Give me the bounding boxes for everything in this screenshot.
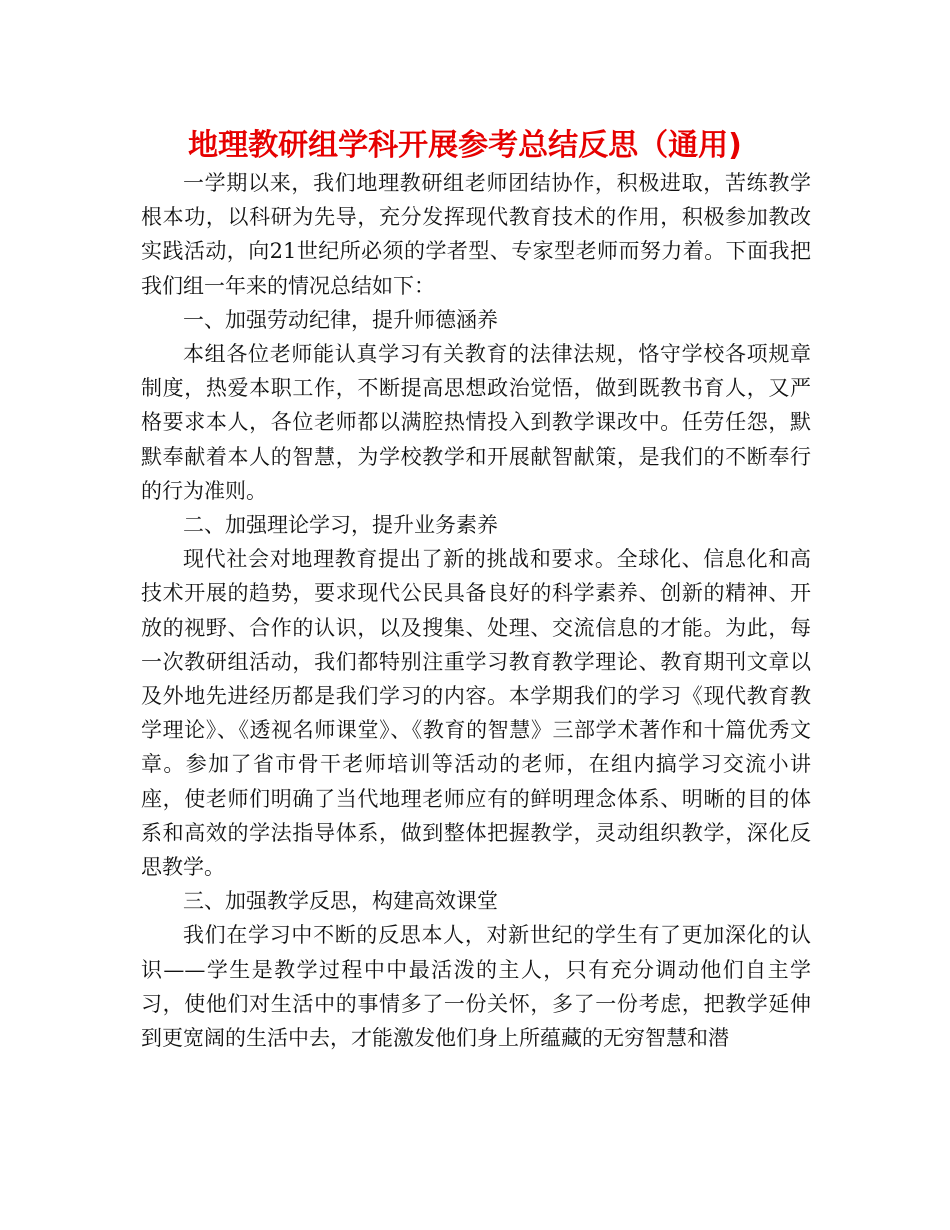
section-3-paragraph: 我们在学习中不断的反思本人，对新世纪的学生有了更加深化的认识——学生是教学过程中中最活泼的主人，只有充分调动他们自主学习，使他们对生活中的事情多了一份关怀，多了一份考虑，把教学延伸到更宽阔的生活中去，才能激发他们身上所蕴藏的无穷智慧和潜: [141, 923, 811, 1051]
section-1-paragraph: 本组各位老师能认真学习有关教育的法律法规，恪守学校各项规章制度，热爱本职工作，不断提高思想政治觉悟，做到既教书育人，又严格要求本人，各位老师都以满腔热情投入到教学课改中。任劳任怨，默默奉献着本人的智慧，为学校教学和开展献智献策，是我们的不断奉行的行为准则。: [141, 342, 811, 503]
section-1-heading: 一、加强劳动纪律，提升师德涵养: [183, 307, 498, 332]
section-3-heading: 三、加强教学反思，构建高效课堂: [183, 889, 498, 914]
section-2-heading: 二、加强理论学习，提升业务素养: [183, 513, 498, 538]
document-title: 地理教研组学科开展参考总结反思（通用): [188, 128, 742, 163]
document-body: [141, 166, 811, 1055]
intro-paragraph: 一学期以来，我们地理教研组老师团结协作，积极进取，苦练教学根本功，以科研为先导，充分发挥现代教育技术的作用，积极参加教改实践活动，向21世纪所必须的学者型、专家型老师而努力着。下面我把我们组一年来的情况总结如下：: [141, 171, 811, 298]
section-2-paragraph: 现代社会对地理教育提出了新的挑战和要求。全球化、信息化和高技术开展的趋势，要求现代公民具备良好的科学素养、创新的精神、开放的视野、合作的认识，以及搜集、处理、交流信息的才能。为此，每一次教研组活动，我们都特别注重学习教育教学理论、教育期刊文章以及外地先进经历都是我们学习的内容。本学期我们的学习《现代教育教学理论》、《透视名师课堂》、《教育的智慧》三部学术著作和十篇优秀文章。参加了省市骨干老师培训等活动的老师，在组内搞学习交流小讲座，使老师们明确了当代地理老师应有的鲜明理念体系、明晰的目的体系和高效的学法指导体系，做到整体把握教学，灵动组织教学，深化反思教学。: [141, 547, 811, 880]
